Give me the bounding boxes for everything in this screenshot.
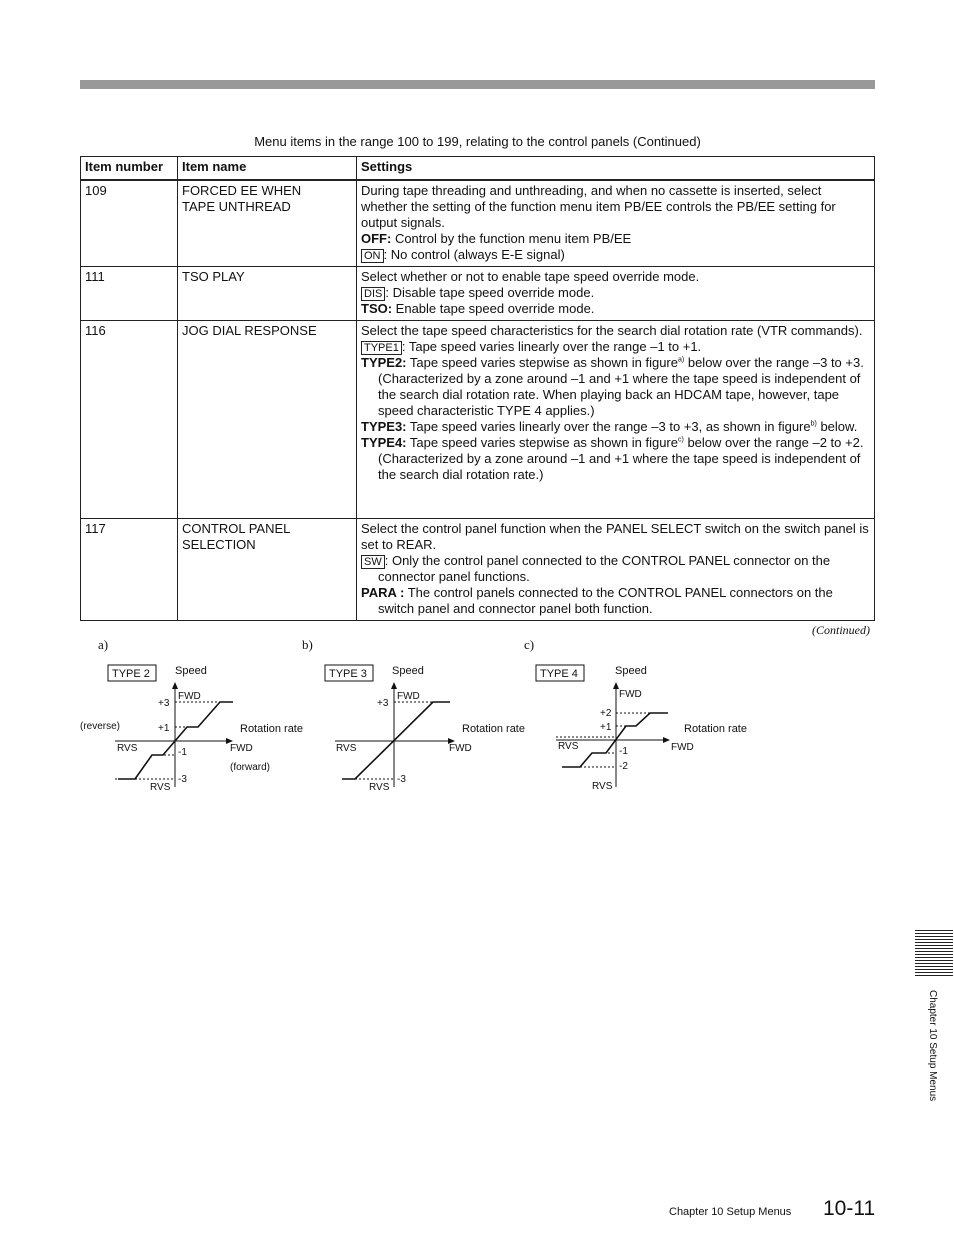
option-text: : Tape speed varies linearly over the range –1 to +1. [401,339,702,354]
option-text: Tape speed varies stepwise as shown in figure [406,435,678,450]
item-name-line: TAPE UNTHREAD [182,199,291,214]
table-row [81,321,875,519]
tick-plus3: +3 [158,698,170,709]
item-number: 109 [81,180,178,267]
speed-axis-label: Speed [392,665,424,677]
fwd-right-label: FWD [671,742,694,753]
item-number: 111 [81,267,178,321]
side-chapter-label: Chapter 10 Setup Menus [927,990,938,1102]
tick-minus1: -1 [619,746,628,757]
option-key: TYPE2: [361,355,407,370]
item-name-line: TSO PLAY [182,269,245,284]
option-text: Enable tape speed override mode. [392,301,595,316]
rotation-axis-label: Rotation rate [240,723,303,735]
rvs-left-label: RVS [117,743,138,754]
settings-option [361,435,870,483]
settings-option [361,419,870,435]
settings-option [361,585,870,617]
option-key: OFF: [361,231,392,246]
type-box-label: TYPE 4 [540,668,578,680]
chapter-thumb-tab [915,930,953,976]
figure-c-label: c) [524,637,535,652]
rotation-axis-label: Rotation rate [462,723,525,735]
fwd-top-label: FWD [619,689,642,700]
option-text: Tape speed varies linearly over the range –3 to +3, as shown in figure [406,419,811,434]
tick-minus3: -3 [397,774,406,785]
figure-a-label: a) [98,637,109,652]
option-key: TYPE4: [361,435,407,450]
type-box-label: TYPE 2 [112,668,150,680]
fwd-right-label: FWD [230,743,253,754]
figure-b-label: b) [302,637,313,652]
option-key: PARA : [361,585,405,600]
tick-plus3: +3 [377,698,389,709]
up-arrow-icon [613,682,619,689]
up-arrow-icon [391,682,397,689]
option-text: : No control (always E-E signal) [383,247,565,262]
speed-axis-label: Speed [175,665,207,677]
figure-ref: b) [810,420,817,428]
reverse-note: (reverse) [80,721,121,732]
settings-intro: Select the tape speed characteristics for the search dial rotation rate (VTR commands). [361,323,863,338]
settings-option [361,339,870,355]
item-name [178,180,357,267]
figure-type2-graph [70,655,310,800]
settings-option [361,355,870,419]
settings-option [361,285,870,301]
tick-plus1: +1 [158,723,170,734]
continued-note: (Continued) [812,623,870,637]
table-row [81,267,875,321]
fwd-top-label: FWD [178,691,201,702]
settings-option [361,301,870,317]
option-key: TSO: [361,301,393,316]
default-option-box: ON [361,249,384,263]
tick-minus2: -2 [619,761,628,772]
rvs-bottom-label: RVS [369,782,390,793]
option-text: : Disable tape speed override mode. [385,285,595,300]
item-name-line: SELECTION [182,537,256,552]
rotation-axis-label: Rotation rate [684,723,747,735]
settings-intro: Select the control panel function when the PANEL SELECT switch on the switch panel is set to REAR. [361,521,869,552]
option-text: : Only the control panel connected to the CONTROL PANEL connector on the connector panel functions. [378,553,831,584]
rvs-left-label: RVS [558,741,579,752]
fwd-top-label: FWD [397,691,420,702]
rvs-bottom-label: RVS [592,781,613,792]
right-arrow-icon [663,737,670,743]
item-number: 117 [81,519,178,621]
option-text: below over the range –2 to +2. (Characterized by a zone around –1 and +1 where the tape speed is independent of the search dial rotation rate.) [378,435,864,482]
settings-option [361,553,870,585]
settings-intro: Select whether or not to enable tape speed override mode. [361,269,700,284]
option-text: below over the range –3 to +3. (Characterized by a zone around –1 and +1 where the tape speed is independent of the search dial rotation rate. When playing back an HDCAM tape, however, tape speed characteristic TYPE 4 applies.) [378,355,864,418]
rvs-left-label: RVS [336,743,357,754]
up-arrow-icon [172,682,178,689]
item-name [178,321,357,519]
item-settings [357,321,875,519]
item-settings [357,519,875,621]
item-name [178,267,357,321]
tick-plus2: +2 [600,708,612,719]
item-name [178,519,357,621]
speed-axis-label: Speed [615,665,647,677]
footer-chapter: Chapter 10 Setup Menus [669,1206,792,1218]
option-text: Tape speed varies stepwise as shown in figure [406,355,678,370]
table-caption: Menu items in the range 100 to 199, relating to the control panels (Continued) [254,134,701,149]
default-option-box: DIS [361,287,385,301]
header-settings: Settings [357,157,875,181]
header-item-number: Item number [81,157,178,181]
tick-minus3: -3 [178,774,187,785]
settings-option [361,247,870,263]
top-rule [80,80,875,89]
figure-type4-graph [510,655,770,800]
option-key: TYPE3: [361,419,407,434]
table-row [81,519,875,621]
item-settings [357,267,875,321]
item-name-line: CONTROL PANEL [182,521,291,536]
option-text: below. [816,419,858,434]
figure-ref: a) [678,356,685,364]
item-settings [357,180,875,267]
tick-minus1: -1 [178,747,187,758]
item-name-line: JOG DIAL RESPONSE [182,323,317,338]
default-option-box: SW [361,555,385,569]
header-item-name: Item name [178,157,357,181]
option-text: The control panels connected to the CONTROL PANEL connectors on the switch panel and connector panel both function. [378,585,833,616]
type-box-label: TYPE 3 [329,668,367,680]
option-text: Control by the function menu item PB/EE [391,231,632,246]
forward-note: (forward) [230,762,271,773]
table-header-row [81,157,875,181]
figure-type3-graph [290,655,540,800]
table-row [81,180,875,267]
page-number: 10-11 [823,1197,876,1220]
item-number: 116 [81,321,178,519]
menu-items-table [80,156,875,621]
tick-plus1: +1 [600,722,612,733]
figure-ref: c) [678,436,684,444]
fwd-right-label: FWD [449,743,472,754]
settings-intro: During tape threading and unthreading, and when no cassette is inserted, select whether the setting of the function menu item PB/EE controls the PB/EE setting for output signals. [361,183,836,230]
default-option-box: TYPE1 [361,341,402,355]
settings-option [361,231,870,247]
item-name-line: FORCED EE WHEN [182,183,302,198]
rvs-bottom-label: RVS [150,782,171,793]
